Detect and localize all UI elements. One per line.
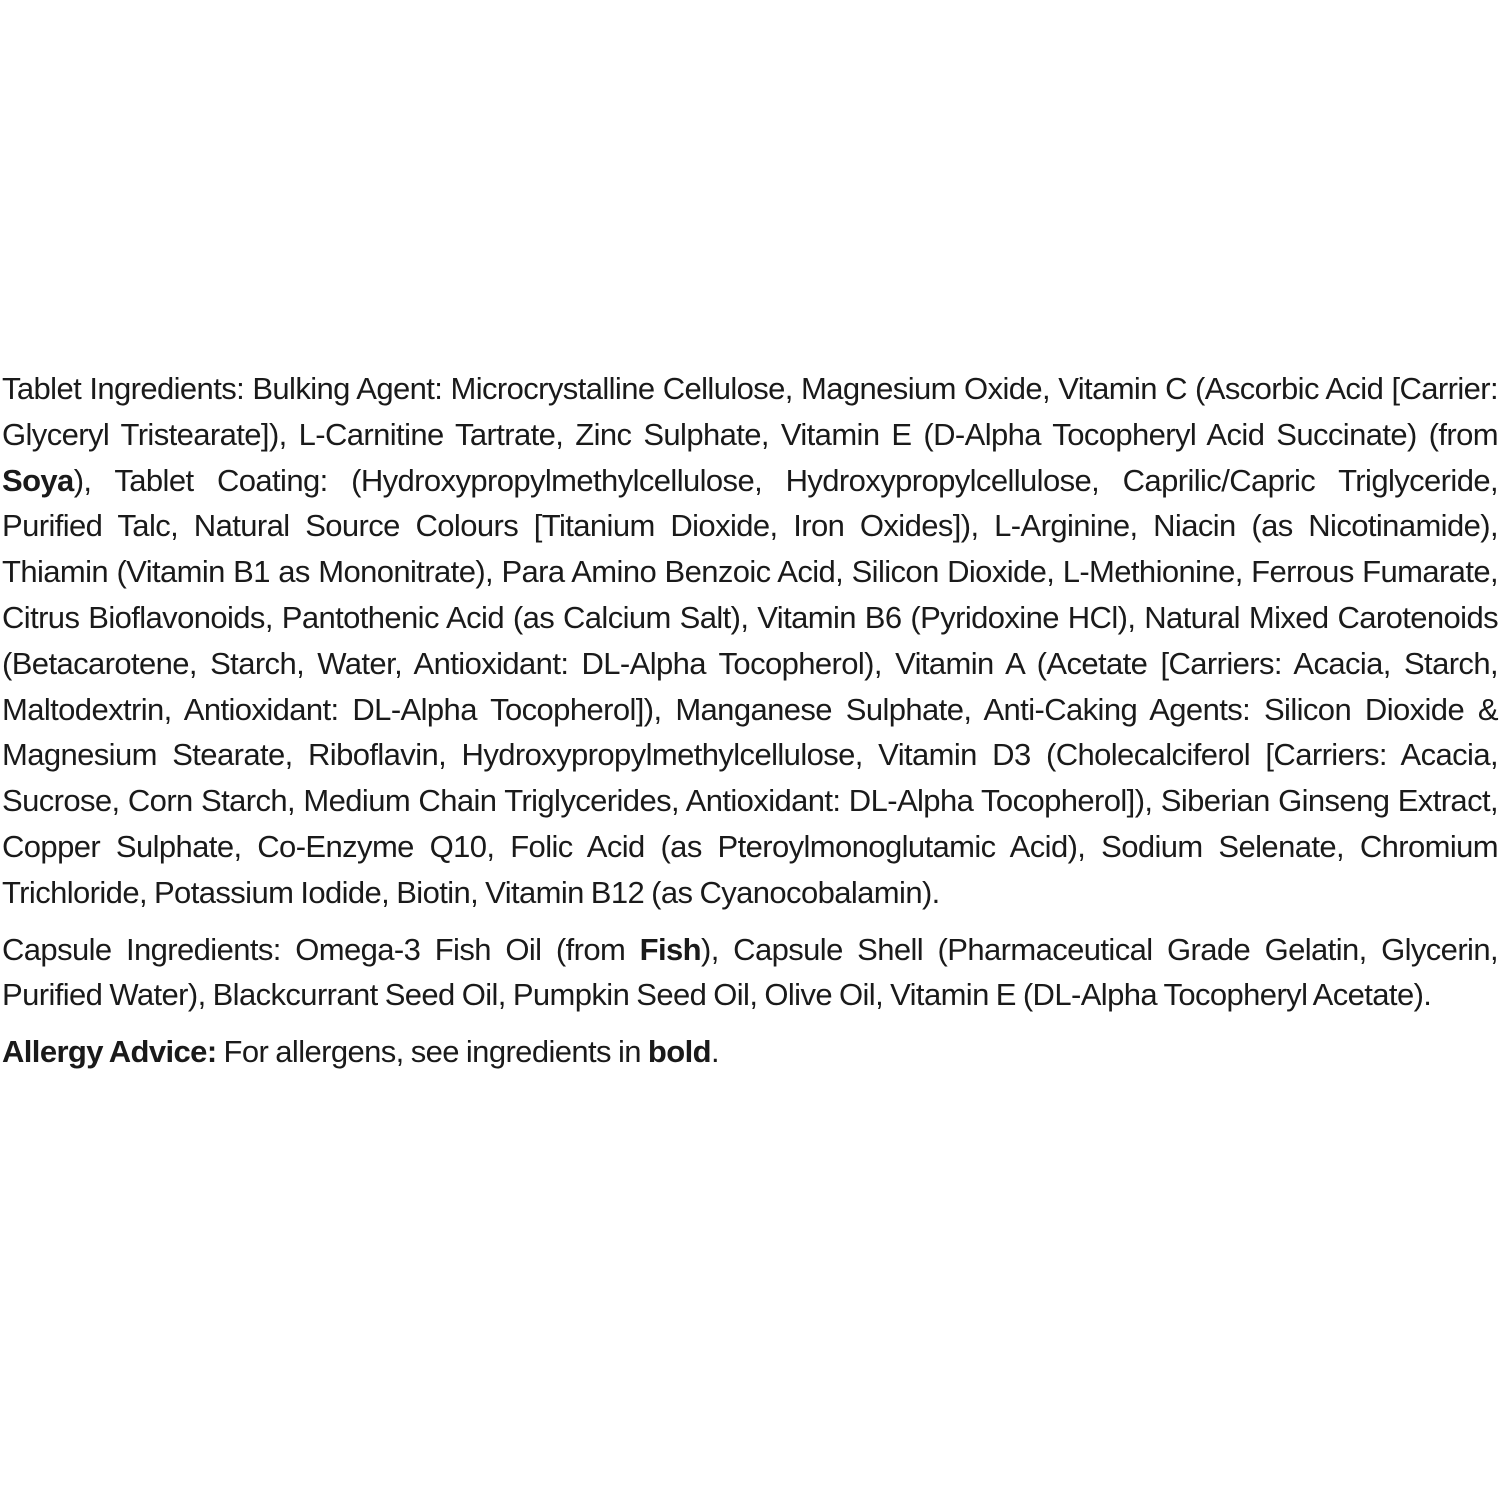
tablet-ingredients-text-end: ), Tablet Coating: (Hydroxypropylmethylcellulose, Hydroxypropylcellulose, Caprilic/Capric Triglyceride, Purified Talc, Natural Source Colours [Titanium Dioxide, Iron Oxides]), L-Arginine, Niacin (as Nicotinamide), Thiamin (Vitamin B1 as Mononitrate), Para Amino Benzoic Acid, Silicon Dioxide, L-Methionine, Ferrous Fumarate, Citrus Bioflavonoids, Pantothenic Acid (as Calcium Salt), Vitamin B6 (Pyridoxine HCl), Natural Mixed Carotenoids (Betacarotene, Starch, Water, Antioxidant: DL-Alpha Tocopherol), Vitamin A (Acetate [Carriers: Acacia, Starch, Maltodextrin, Antioxidant: DL-Alpha Tocopherol]), Manganese Sulphate, Anti-Caking Agents: Silicon Dioxide & Magnesium Stearate, Riboflavin, Hydroxypropylmethylcellulose, Vitamin D3 (Cholecalciferol [Carriers: Acacia, Sucrose, Corn Starch, Medium Chain Triglycerides, Antioxidant: DL-Alpha Tocopherol]), Siberian Ginseng Extract, Copper Sulphate, Co-Enzyme Q10, Folic Acid (as Pteroylmonoglutamic Acid), Sodium Selenate, Chromium Trichloride, Potassium Iodide, Biotin, Vitamin B12 (as Cyanocobalamin). xyxy=(2,462,1498,910)
ingredients-label xyxy=(2,366,1498,1086)
capsule-ingredients-text-start: Capsule Ingredients: Omega-3 Fish Oil (from xyxy=(2,931,640,967)
tablet-ingredients-text-start: Tablet Ingredients: Bulking Agent: Microcrystalline Cellulose, Magnesium Oxide, Vitamin C (Ascorbic Acid [Carrier: Glyceryl Tristearate]), L-Carnitine Tartrate, Zinc Sulphate, Vitamin E (D-Alpha Tocopheryl Acid Succinate) (from xyxy=(2,371,1498,452)
tablet-ingredients-paragraph xyxy=(2,366,1498,916)
allergy-advice-heading: Allergy Advice: xyxy=(2,1034,217,1070)
allergy-advice-text: For allergens, see ingredients in xyxy=(216,1034,648,1070)
allergen-fish: Fish xyxy=(639,931,701,967)
capsule-ingredients-paragraph xyxy=(2,927,1498,1019)
allergen-soya: Soya xyxy=(2,462,74,498)
allergy-advice-bold-word: bold xyxy=(647,1034,711,1070)
allergy-advice-paragraph xyxy=(2,1029,1498,1075)
capsule-ingredients-text-end: ), Capsule Shell (Pharmaceutical Grade Gelatin, Glycerin, Purified Water), Blackcurrant Seed Oil, Pumpkin Seed Oil, Olive Oil, Vitamin E (DL-Alpha Tocopheryl Acetate). xyxy=(2,931,1498,1013)
allergy-advice-end: . xyxy=(710,1034,719,1070)
